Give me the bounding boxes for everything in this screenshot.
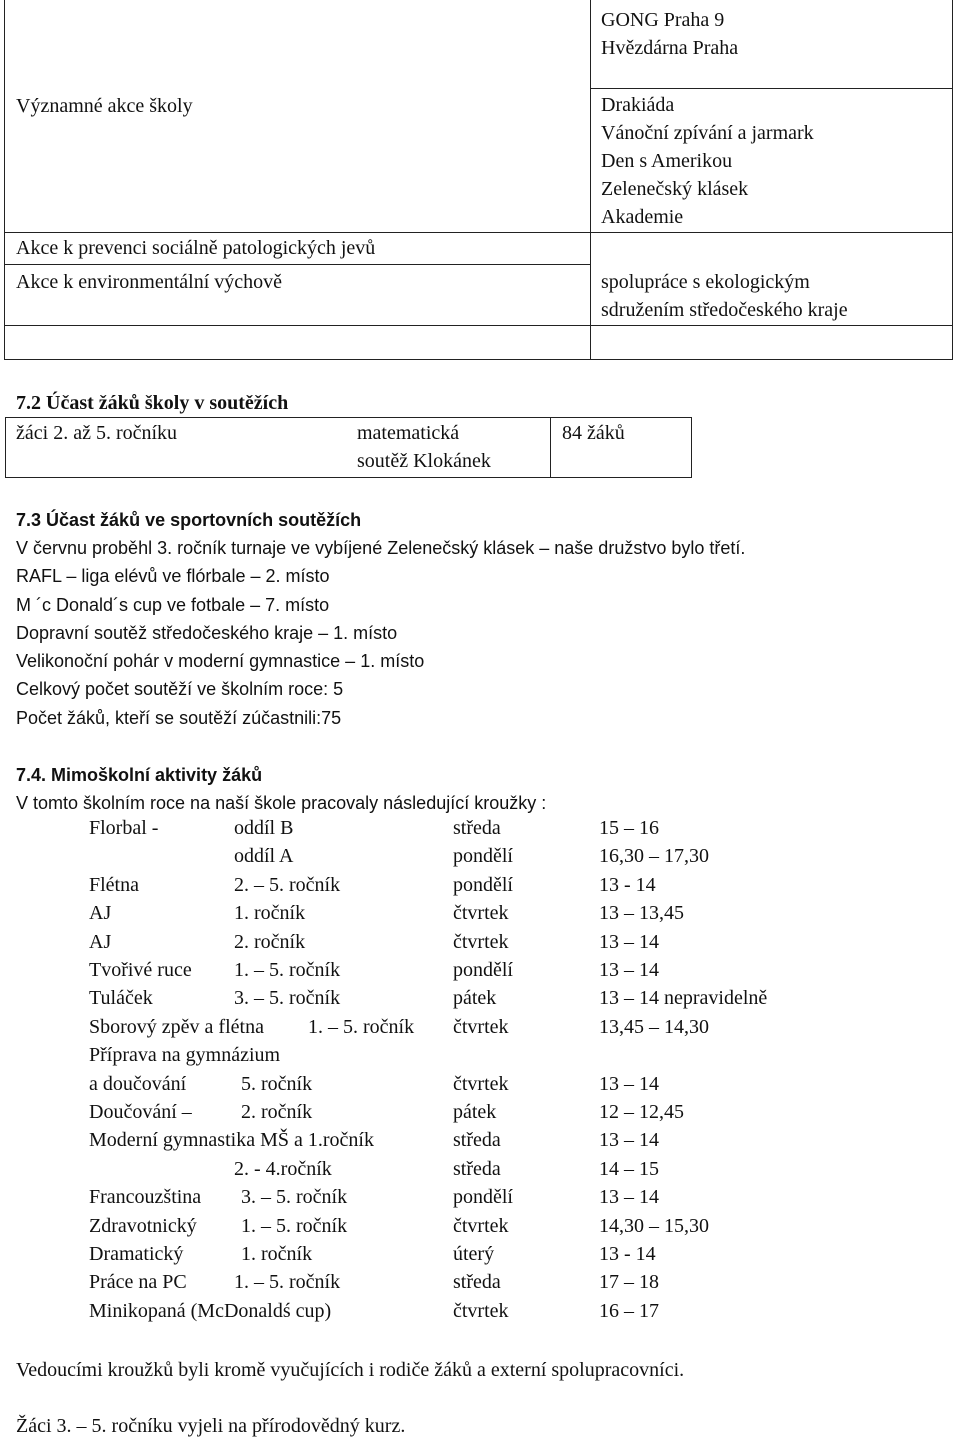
env-line: spolupráce s ekologickým (601, 271, 810, 293)
activity-name: Tuláček (89, 987, 153, 1010)
activity-row (0, 1271, 960, 1300)
sports-line: Celkový počet soutěží ve školním roce: 5 (16, 679, 344, 700)
activity-time: 13 - 14 (599, 1243, 656, 1265)
org-hvezdarna: Hvězdárna Praha (601, 37, 739, 59)
activity-name: Sborový zpěv a flétna (89, 1015, 264, 1038)
activity-row (0, 1073, 960, 1102)
activity-row (0, 959, 960, 988)
activity-row (0, 1215, 960, 1244)
activity-name: Doučování – (89, 1101, 192, 1123)
activity-row (0, 874, 960, 903)
competition-count: 84 žáků (562, 422, 625, 444)
activity-day: úterý (453, 1243, 495, 1265)
activity-row (0, 1129, 960, 1158)
activity-day: pondělí (453, 959, 513, 981)
event-list (601, 91, 814, 231)
activity-time: 13 – 13,45 (599, 902, 684, 925)
activity-name: a doučování (89, 1072, 187, 1095)
activity-row (0, 1186, 960, 1215)
activity-time: 16 – 17 (599, 1299, 659, 1322)
section-73-heading: 7.3 Účast žáků ve sportovních soutěžích (16, 510, 362, 530)
activity-day: středa (453, 1129, 501, 1152)
activity-day: čtvrtek (453, 1299, 509, 1322)
event-item: Den s Amerikou (601, 150, 733, 172)
right-header (601, 6, 738, 62)
activity-grade: 2. - 4.ročník (234, 1157, 332, 1180)
label-vyznamne-akce: Významné akce školy (16, 95, 193, 117)
activity-day: pondělí (453, 873, 513, 896)
activity-row (0, 931, 960, 960)
activity-row (0, 845, 960, 874)
activity-day: středa (453, 1157, 501, 1180)
activity-row (0, 1243, 960, 1272)
activity-grade: 1. – 5. ročník (234, 959, 341, 981)
activity-day: pátek (453, 987, 497, 1010)
sports-line: V červnu proběhl 3. ročník turnaje ve vybíjené Zelenečský klásek – naše družstvo bylo třetí. (16, 538, 746, 558)
sports-line: Velikonoční pohár v moderní gymnastice – 1. místo (16, 651, 425, 672)
activity-row (0, 902, 960, 931)
label-prevence: Akce k prevenci sociálně patologických jevů (16, 237, 376, 259)
activity-grade: 2. – 5. ročník (234, 873, 341, 896)
activity-grade: 2. ročník (234, 930, 306, 953)
competition-name (357, 419, 491, 475)
activity-day: čtvrtek (453, 1072, 509, 1095)
activity-time: 13 – 14 (599, 959, 659, 981)
activity-time: 12 – 12,45 (599, 1101, 684, 1123)
activity-row (0, 817, 960, 846)
sports-line: M ´c Donald´s cup ve fotbale – 7. místo (16, 594, 330, 615)
activity-name: Francouzština (89, 1186, 202, 1209)
activity-grade: 5. ročník (241, 1072, 313, 1095)
activity-grade: 1. – 5. ročník (241, 1214, 348, 1237)
activity-name: Moderní gymnastika MŠ a 1.ročník (89, 1129, 374, 1152)
event-item: Zelenečský klásek (601, 178, 749, 200)
activity-name: Příprava na gymnázium (89, 1044, 281, 1067)
activity-name: AJ (89, 930, 112, 953)
sports-line: Počet žáků, kteří se soutěží zúčastnili:75 (16, 707, 342, 728)
activity-day: čtvrtek (453, 902, 509, 925)
section-74-intro: V tomto školním roce na naší škole pracovaly následující kroužky : (16, 793, 547, 813)
activity-row (0, 1101, 960, 1130)
activity-time: 14 – 15 (599, 1157, 659, 1180)
activity-day: čtvrtek (453, 1015, 509, 1038)
activity-grade: 1. – 5. ročník (308, 1015, 415, 1038)
activity-row (0, 1044, 960, 1073)
activity-time: 16,30 – 17,30 (599, 845, 709, 868)
activity-name: Dramatický (89, 1243, 184, 1265)
sports-list (16, 534, 745, 732)
activity-row (0, 1300, 960, 1329)
activity-grade: oddíl A (234, 845, 294, 868)
activity-grade: oddíl B (234, 817, 294, 839)
section-74-heading: 7.4. Mimoškolní aktivity žáků (16, 765, 263, 785)
activity-time: 13 – 14 (599, 1129, 659, 1152)
sports-line: RAFL – liga elévů ve flórbale – 2. místo (16, 566, 330, 587)
footer-note-2: Žáci 3. – 5. ročníku vyjeli na přírodovědný kurz. (16, 1415, 406, 1437)
label-environmentalni: Akce k environmentální výchově (16, 271, 283, 293)
activity-row (0, 1016, 960, 1045)
activity-grade: 3. – 5. ročník (241, 1186, 348, 1209)
activity-time: 17 – 18 (599, 1271, 659, 1294)
section-72-heading: 7.2 Účast žáků školy v soutěžích (16, 392, 289, 414)
activity-grade: 1. – 5. ročník (234, 1271, 341, 1294)
activity-day: čtvrtek (453, 1214, 509, 1237)
activity-name: Florbal - (89, 817, 159, 839)
activity-time: 13 – 14 (599, 1186, 659, 1209)
activity-grade: 1. ročník (234, 902, 306, 925)
env-line: sdružením středočeského kraje (601, 299, 848, 321)
env-text (601, 268, 848, 324)
activity-name: Flétna (89, 873, 139, 896)
event-item: Vánoční zpívání a jarmark (601, 122, 814, 144)
activity-name: Práce na PC (89, 1271, 187, 1294)
activity-time: 13 – 14 nepravidelně (599, 987, 768, 1010)
activity-time: 15 – 16 (599, 817, 659, 839)
activity-time: 13 – 14 (599, 1072, 659, 1095)
activity-day: středa (453, 817, 501, 839)
sports-line: Dopravní soutěž středočeského kraje – 1. místo (16, 622, 398, 643)
activity-grade: 1. ročník (241, 1243, 313, 1265)
activity-time: 13,45 – 14,30 (599, 1015, 709, 1038)
activity-grade: 2. ročník (241, 1101, 313, 1123)
activity-day: středa (453, 1271, 501, 1294)
activity-time: 13 – 14 (599, 930, 659, 953)
activity-day: pátek (453, 1101, 497, 1123)
activity-name: AJ (89, 902, 112, 925)
activity-day: čtvrtek (453, 930, 509, 953)
activity-row (0, 1158, 960, 1187)
activity-day: pondělí (453, 1186, 513, 1209)
org-gong: GONG Praha 9 (601, 9, 725, 31)
competition-name-line: matematická (357, 422, 460, 444)
activity-name: Minikopaná (McDonaldś cup) (89, 1299, 332, 1322)
competition-participants: žáci 2. až 5. ročníku (16, 422, 178, 444)
activity-day: pondělí (453, 845, 513, 868)
activity-time: 13 - 14 (599, 873, 656, 896)
activity-name: Tvořivé ruce (89, 959, 192, 981)
competition-name-line: soutěž Klokánek (357, 450, 491, 472)
activity-row (0, 987, 960, 1016)
activity-name: Zdravotnický (89, 1214, 197, 1237)
footer-note-1: Vedoucími kroužků byli kromě vyučujících i rodiče žáků a externí spolupracovníci. (16, 1359, 685, 1381)
activity-time: 14,30 – 15,30 (599, 1214, 709, 1237)
event-item: Drakiáda (601, 94, 675, 116)
activity-grade: 3. – 5. ročník (234, 987, 341, 1010)
event-item: Akademie (601, 206, 684, 228)
